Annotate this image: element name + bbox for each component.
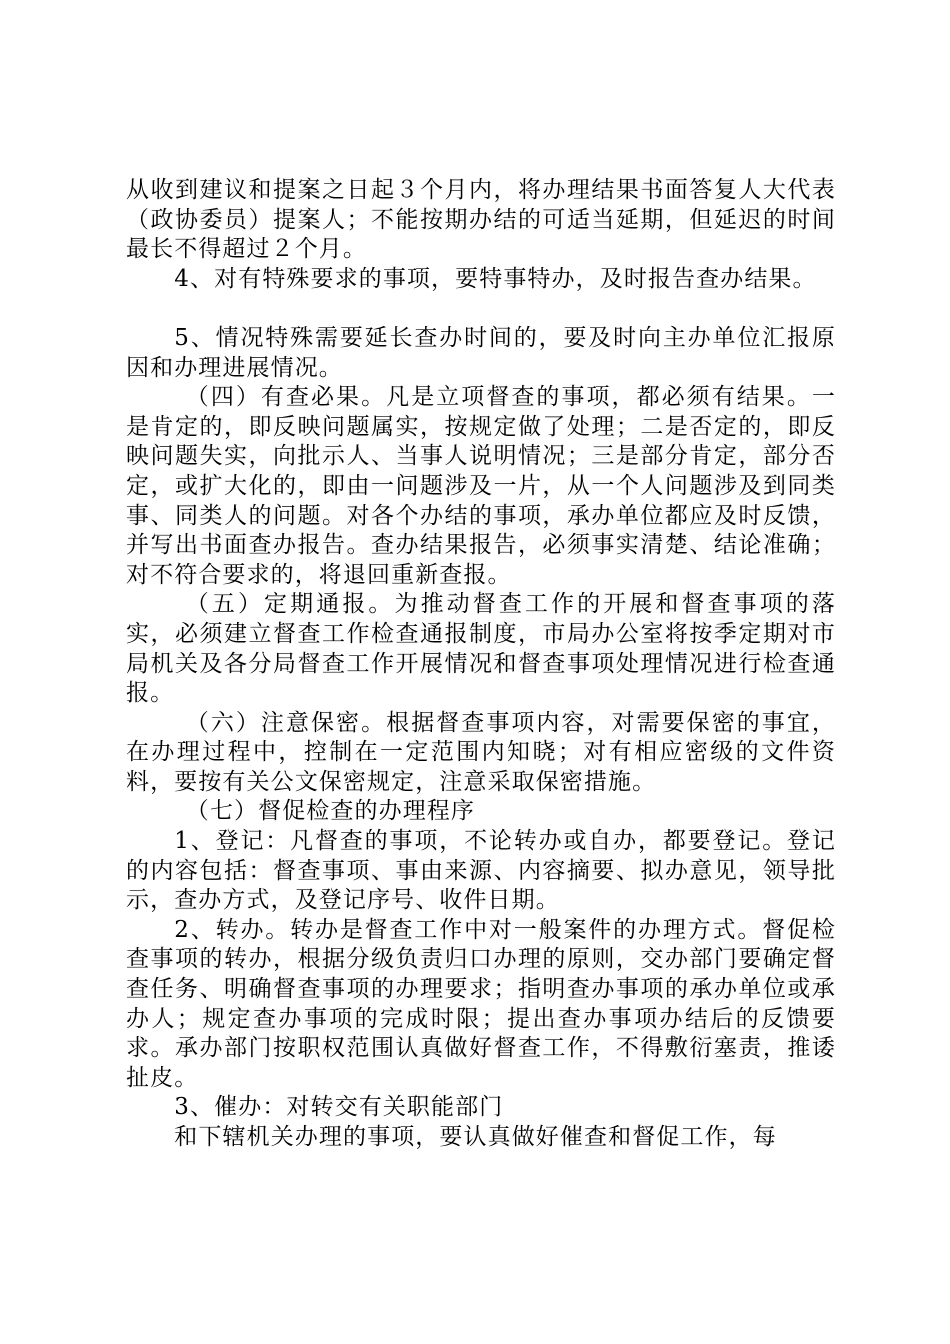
- paragraph-gap: [126, 294, 836, 324]
- paragraph-1: 从收到建议和提案之日起３个月内，将办理结果书面答复人大代表（政协委员）提案人；不能按期办结的可适当延期，但延迟的时间最长不得超过２个月。: [126, 177, 836, 263]
- paragraph-2: 4、对有特殊要求的事项，要特事特办，及时报告查办结果。: [174, 265, 817, 292]
- paragraph-3: 5、情况特殊需要延长查办时间的，要及时向主办单位汇报原因和办理进展情况。: [126, 324, 836, 381]
- paragraph-4: （四）有查必果。凡是立项督查的事项，都必须有结果。一是肯定的，即反映问题属实，按规定做了处理；二是否定的，即反映问题失实，向批示人、当事人说明情况；三是部分肯定，部分否定，或扩大化的，即由一问题涉及一片，从一个人问题涉及到同类事、同类人的问题。对各个办结的事项，承办单位都应及时反馈，并写出书面查办报告。查办结果报告，必须事实清楚、结论准确；对不符合要求的，将退回重新查报。: [126, 384, 836, 588]
- paragraph-5: （五）定期通报。为推动督查工作的开展和督查事项的落实，必须建立督查工作检查通报制度，市局办公室将按季定期对市局机关及各分局督查工作开展情况和督查事项处理情况进行检查通报。: [126, 591, 836, 707]
- paragraph-10: 3、催办：对转交有关职能部门: [174, 1094, 504, 1121]
- paragraph-11: 和下辖机关办理的事项，要认真做好催查和督促工作，每: [174, 1124, 777, 1150]
- paragraph-6: （六）注意保密。根据督查事项内容，对需要保密的事宜，在办理过程中，控制在一定范围内知晓；对有相应密级的文件资料，要按有关公文保密规定，注意采取保密措施。: [126, 709, 836, 795]
- paragraph-8: 1、登记：凡督查的事项，不论转办或自办，都要登记。登记的内容包括：督查事项、事由来源、内容摘要、拟办意见，领导批示，查办方式，及登记序号、收件日期。: [126, 828, 836, 914]
- paragraph-7: （七）督促检查的办理程序: [185, 798, 475, 825]
- document-body: [126, 176, 836, 1153]
- paragraph-9: 2、转办。转办是督查工作中对一般案件的办理方式。督促检查事项的转办，根据分级负责归口办理的原则，交办部门要确定督查任务、明确督查事项的办理要求；指明查办事项的承办单位或承办人；规定查办事项的完成时限；提出查办事项办结后的反馈要求。承办部门按职权范围认真做好督查工作，不得敷衍塞责，推诿扯皮。: [126, 916, 836, 1091]
